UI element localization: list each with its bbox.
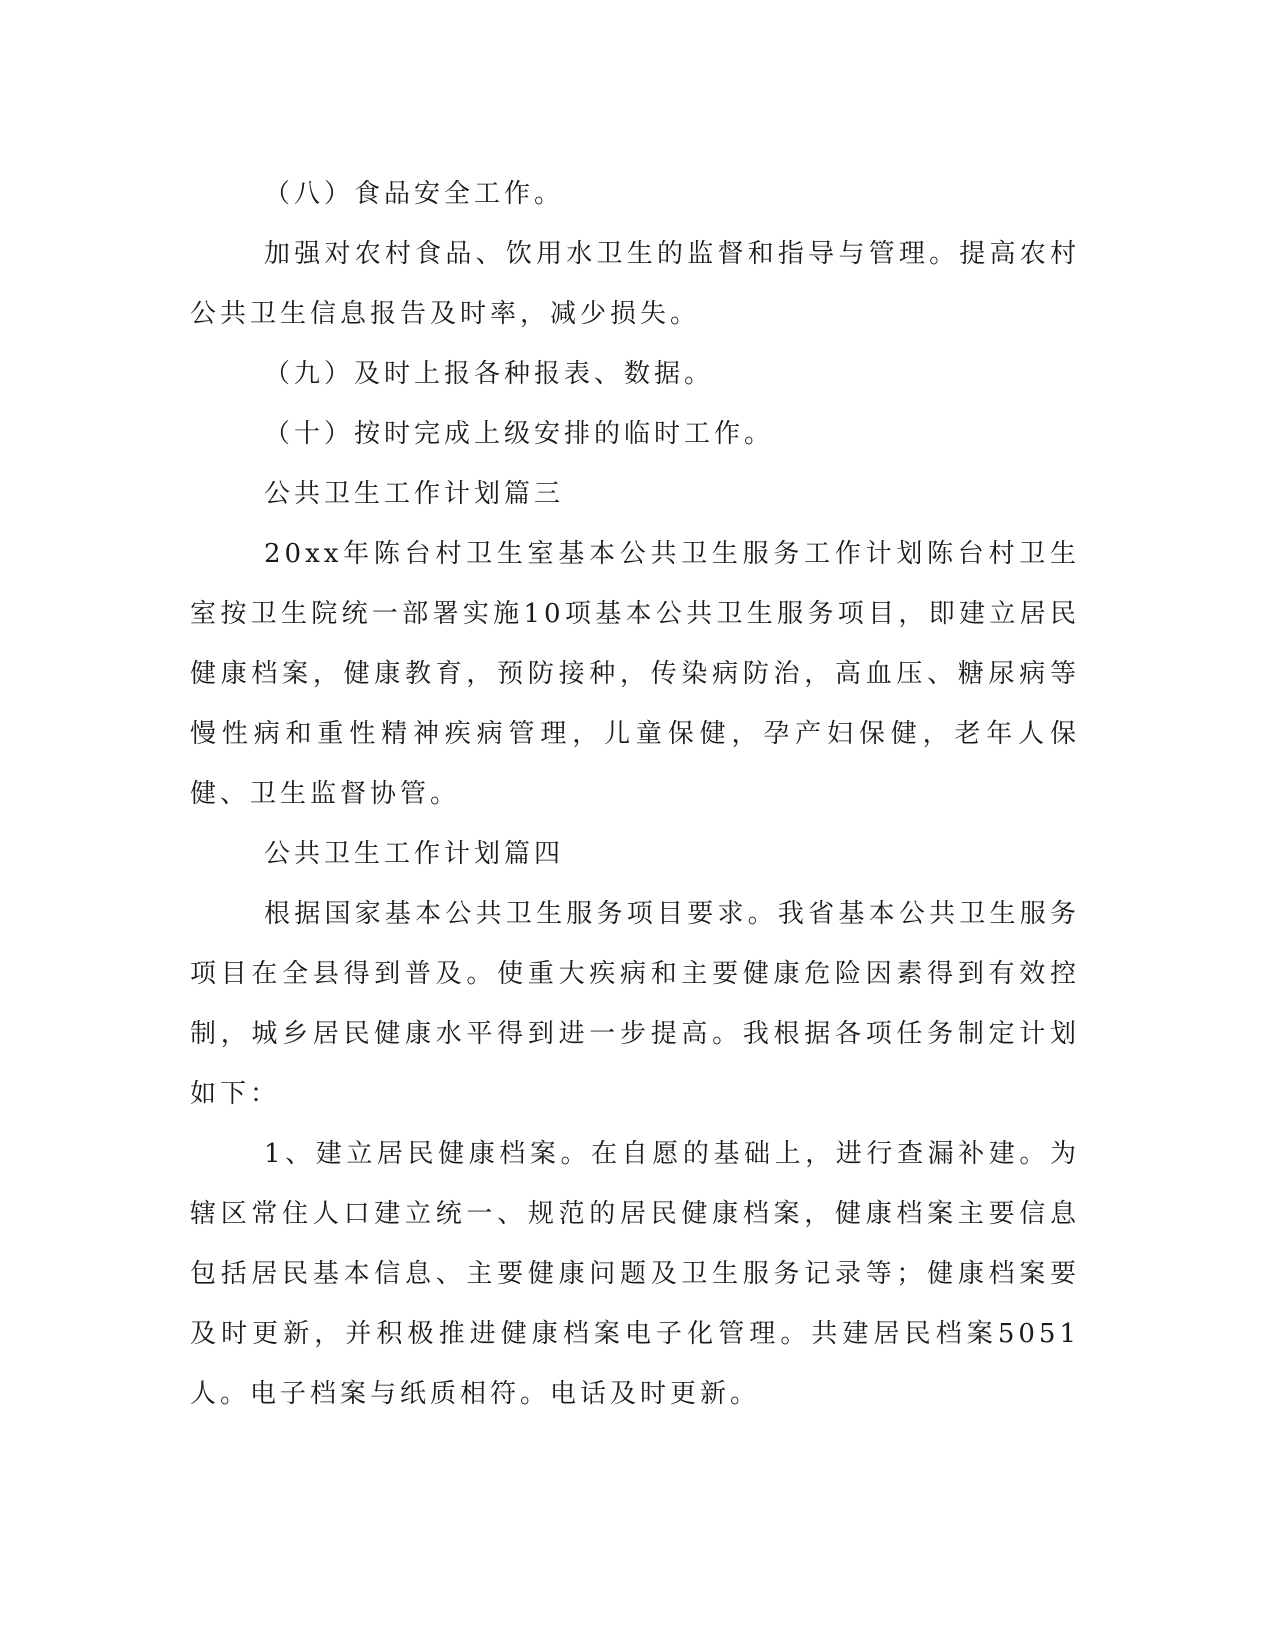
section-heading-eight: （八）食品安全工作。 bbox=[264, 179, 565, 209]
chapter-title-four: 公共卫生工作计划篇四 bbox=[264, 839, 565, 869]
document-body bbox=[190, 164, 1080, 1424]
paragraph-health-records: 1、建立居民健康档案。在自愿的基础上，进行查漏补建。为辖区常住人口建立统一、规范的居民健康档案，健康档案主要信息包括居民基本信息、主要健康问题及卫生服务记录等；健康档案要及时更新，并积极推进健康档案电子化管理。共建居民档案5051人。电子档案与纸质相符。电话及时更新。 bbox=[190, 1139, 1080, 1409]
section-heading-ten: （十）按时完成上级安排的临时工作。 bbox=[264, 419, 775, 449]
paragraph-food-safety: 加强对农村食品、饮用水卫生的监督和指导与管理。提高农村公共卫生信息报告及时率，减少损失。 bbox=[190, 239, 1080, 329]
section-heading-nine: （九）及时上报各种报表、数据。 bbox=[264, 359, 715, 389]
paragraph-project-requirements: 根据国家基本公共卫生服务项目要求。我省基本公共卫生服务项目在全县得到普及。使重大疾病和主要健康危险因素得到有效控制，城乡居民健康水平得到进一步提高。我根据各项任务制定计划如下： bbox=[190, 899, 1080, 1109]
paragraph-clinic-plan: 20xx年陈台村卫生室基本公共卫生服务工作计划陈台村卫生室按卫生院统一部署实施10项基本公共卫生服务项目，即建立居民健康档案，健康教育，预防接种，传染病防治，高血压、糖尿病等慢性病和重性精神疾病管理，儿童保健，孕产妇保健，老年人保健、卫生监督协管。 bbox=[190, 539, 1080, 809]
chapter-title-three: 公共卫生工作计划篇三 bbox=[264, 479, 565, 509]
